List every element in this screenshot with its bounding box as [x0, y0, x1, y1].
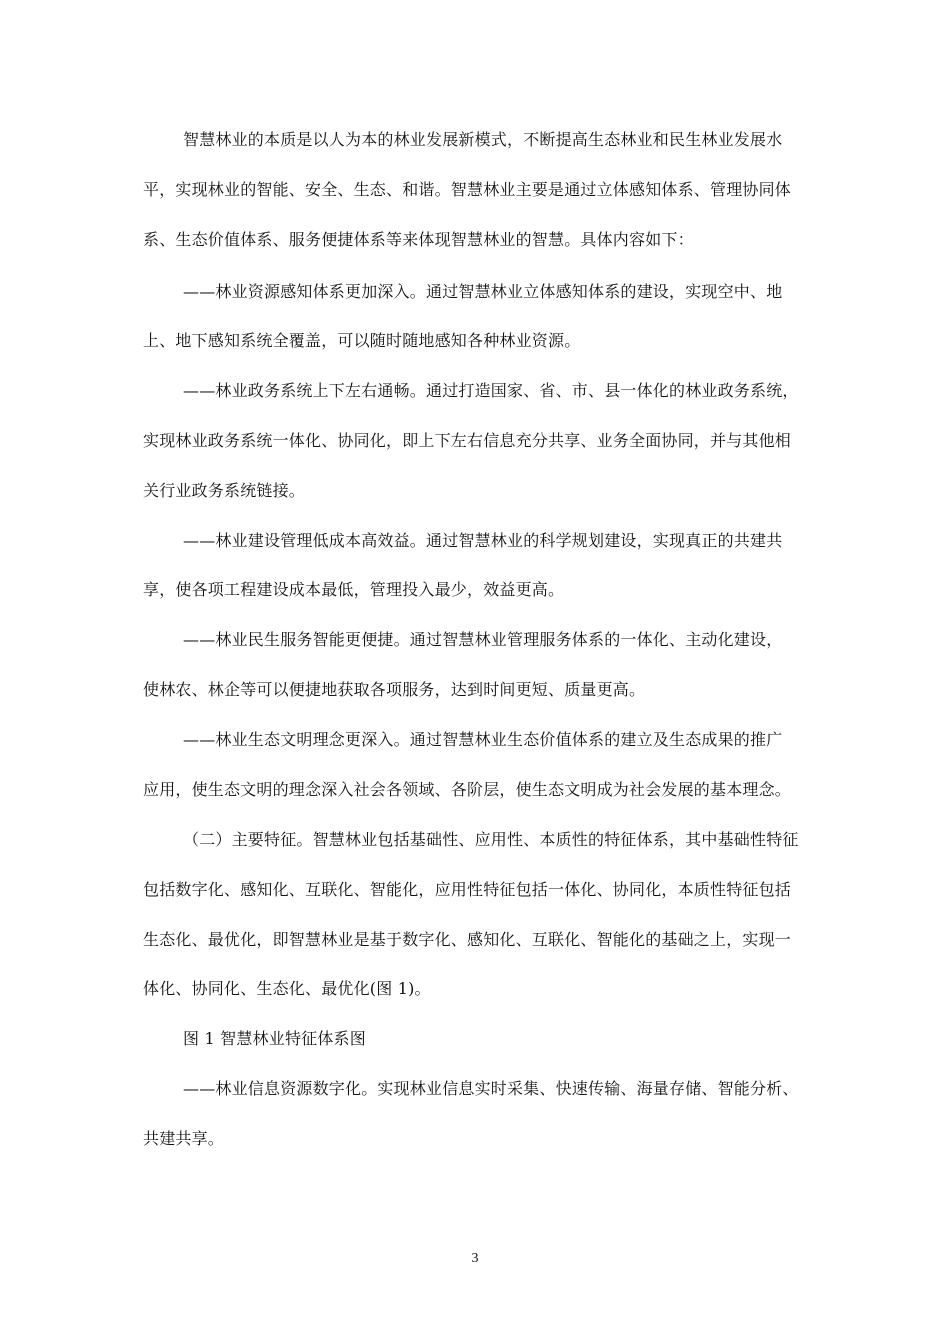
paragraph-line: ——林业民生服务智能更便捷。通过智慧林业管理服务体系的一体化、主动化建设，	[183, 630, 783, 649]
paragraph-line: 使林农、林企等可以便捷地获取各项服务，达到时间更短、质量更高。	[143, 680, 646, 699]
paragraph-line: 共建共享。	[143, 1129, 225, 1148]
paragraph-line: 关行业政务系统链接。	[143, 481, 306, 500]
paragraph-line: ——林业资源感知体系更加深入。通过智慧林业立体感知体系的建设，实现空中、地	[183, 282, 783, 301]
paragraph-line: （二）主要特征。智慧林业包括基础性、应用性、本质性的特征体系，其中基础性特征	[183, 830, 799, 849]
figure-caption: 图 1 智慧林业特征体系图	[183, 1029, 366, 1048]
paragraph-line: ——林业信息资源数字化。实现林业信息实时采集、快速传输、海量存储、智能分析、	[183, 1079, 799, 1098]
paragraph-line: 实现林业政务系统一体化、协同化，即上下左右信息充分共享、业务全面协同，并与其他相	[143, 431, 792, 450]
paragraph-line: ——林业建设管理低成本高效益。通过智慧林业的科学规划建设，实现真正的共建共	[183, 531, 783, 550]
paragraph-line: 生态化、最优化，即智慧林业是基于数字化、感知化、互联化、智能化的基础之上，实现一	[143, 930, 792, 949]
paragraph-line: ——林业政务系统上下左右通畅。通过打造国家、省、市、县一体化的林业政务系统，	[183, 381, 799, 400]
paragraph-line: 体化、协同化、生态化、最优化(图 1)。	[143, 979, 431, 998]
paragraph-line: 上、地下感知系统全覆盖，可以随时随地感知各种林业资源。	[143, 331, 581, 350]
paragraph-line: 应用，使生态文明的理念深入社会各领域、各阶层，使生态文明成为社会发展的基本理念。	[143, 780, 792, 799]
paragraph-line: 智慧林业的本质是以人为本的林业发展新模式，不断提高生态林业和民生林业发展水	[183, 130, 783, 149]
paragraph-line: ——林业生态文明理念更深入。通过智慧林业生态价值体系的建立及生态成果的推广	[183, 730, 783, 749]
paragraph-line: 享，使各项工程建设成本最低，管理投入最少，效益更高。	[143, 580, 565, 599]
paragraph-line: 系、生态价值体系、服务便捷体系等来体现智慧林业的智慧。具体内容如下：	[143, 230, 694, 249]
paragraph-line: 包括数字化、感知化、互联化、智能化，应用性特征包括一体化、协同化，本质性特征包括	[143, 880, 792, 899]
paragraph-line: 平，实现林业的智能、安全、生态、和谐。智慧林业主要是通过立体感知体系、管理协同体	[143, 180, 792, 199]
page-number: 3	[471, 1251, 479, 1266]
